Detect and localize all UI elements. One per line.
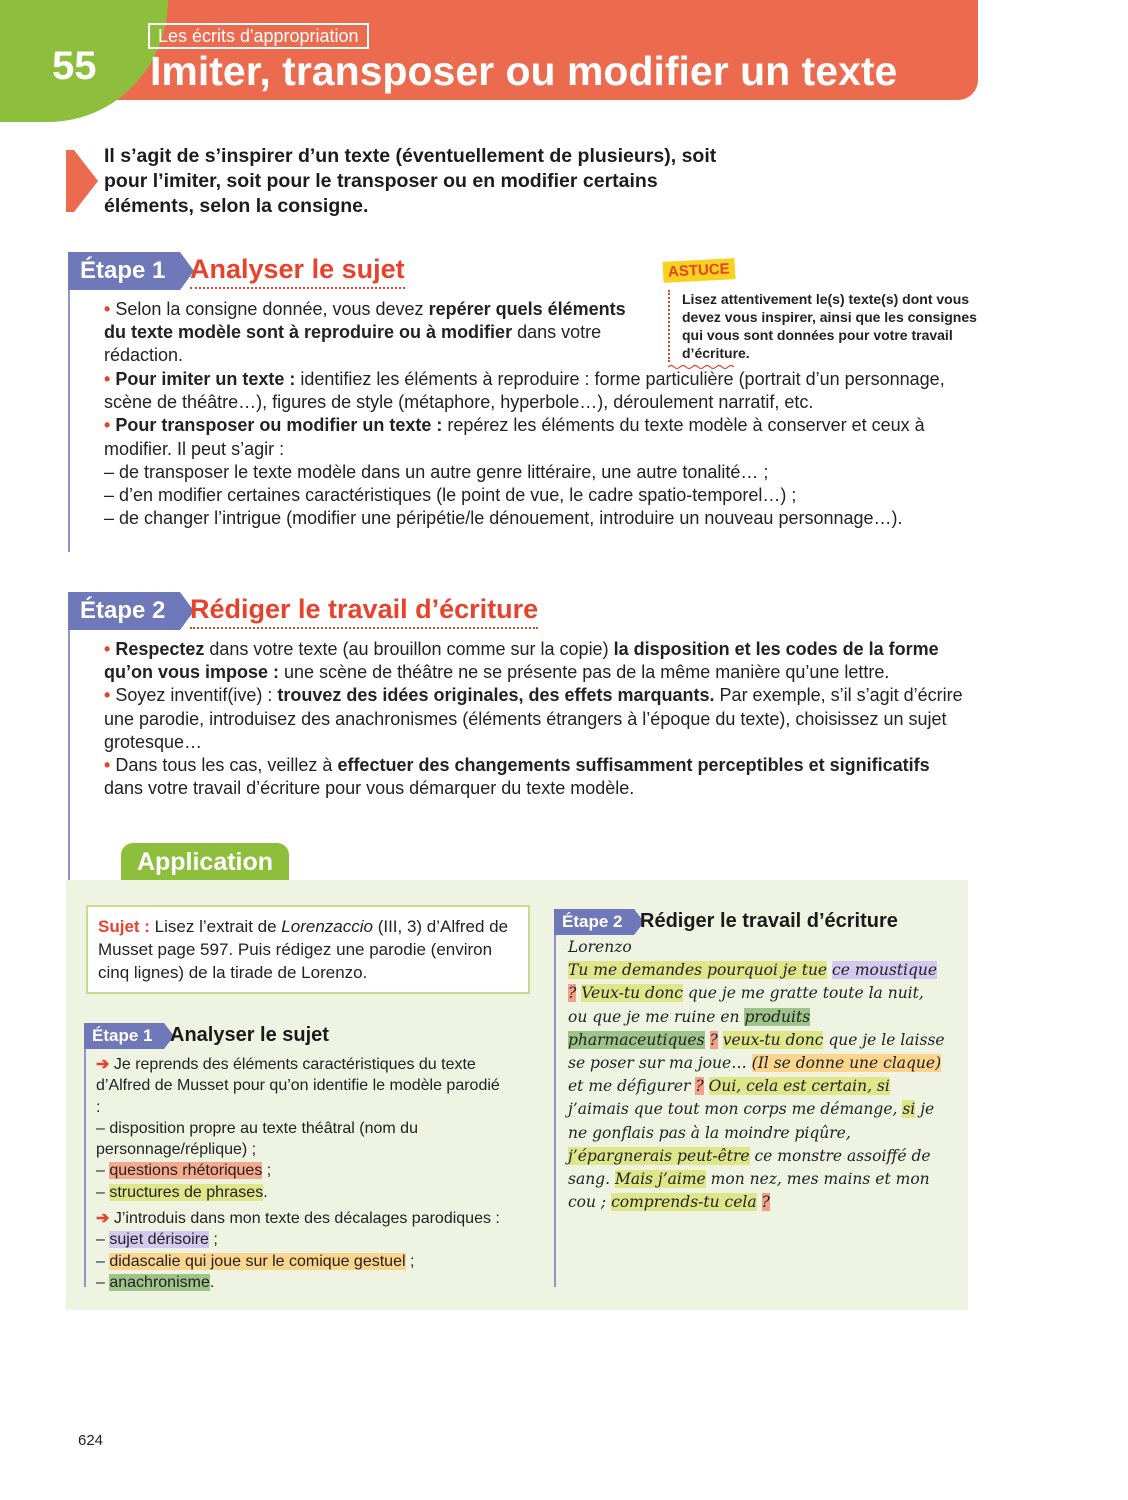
hl-qmark: ? — [709, 1030, 718, 1049]
step2-p1-end: une scène de théâtre ne se présente pas de la même manière qu’une lettre. — [279, 662, 890, 683]
hl-structure: Veux-tu donc — [581, 984, 683, 1003]
semicolon: ; — [208, 1231, 218, 1249]
step2-p3-end: dans votre travail d’écriture pour vous démarquer du texte modèle. — [104, 778, 635, 799]
sujet-text: Lisez l’extrait de — [149, 917, 282, 936]
dash: – — [96, 1162, 110, 1180]
step1-p2-bold: Pour imiter un texte : — [115, 369, 296, 389]
hl-structure: Mais j’aime — [614, 1170, 706, 1189]
sujet-work: Lorenzaccio — [281, 917, 373, 936]
parody-text-part: ce monstre assoiffé de sang. — [568, 1146, 931, 1189]
hl-structure: j’épargnerais peut-être — [568, 1146, 750, 1165]
dash: – — [96, 1183, 110, 1201]
hl-questions-rhetoriques: questions rhétoriques — [109, 1162, 263, 1180]
step1-item: – de transposer le texte modèle dans un autre genre littéraire, une autre tonalité… ; — [104, 461, 769, 482]
step2-label: Étape 2 — [68, 592, 180, 630]
step2-p3-bold: effectuer des changements suffisamment perceptibles et significatifs — [337, 755, 930, 776]
bullet: • — [104, 299, 111, 319]
bullet: • — [104, 415, 111, 436]
hl-structure: veux-tu donc — [722, 1030, 824, 1049]
application-tab: Application — [121, 843, 289, 881]
astuce-text: Lisez attentivement le(s) texte(s) dont vous devez vous inspirer, ainsi que les consignes qui vous sont données pour votre travail d’écriture. — [668, 290, 992, 362]
step2-p3-text: Dans tous les cas, veillez à — [115, 755, 338, 776]
step1-p2-text: identifiez les éléments à reproduire : forme particulière (portrait d’un personnage, scène de théâtre…), figures de style (métaphore, hyperbole…), déroulement narratif, etc. — [104, 369, 945, 413]
step2-title: Rédiger le travail d’écriture — [190, 594, 538, 629]
speaker-name: Lorenzo — [568, 938, 632, 956]
app-step2-title: Rédiger le travail d’écriture — [640, 910, 898, 932]
page-title: Imiter, transposer ou modifier un texte — [150, 48, 898, 94]
app-step2-vline — [554, 935, 556, 1287]
hl-qmark: ? — [568, 984, 577, 1003]
space — [757, 1193, 762, 1211]
step2-p2-text: Soyez inventif(ive) : — [115, 685, 278, 706]
arrow-icon: ➔ — [96, 1210, 110, 1228]
section-kicker: Les écrits d'appropriation — [148, 23, 369, 49]
app-step1-title: Analyser le sujet — [170, 1024, 329, 1046]
hl-subject: ce moustique — [832, 961, 938, 980]
intro-text: Il s’agit de s’inspirer d’un texte (éventuellement de plusieurs), soit pour l’imiter, soit pour le transposer ou en modifier certains éléments, selon la consigne. — [104, 145, 717, 217]
hl-sujet-derisoire: sujet dérisoire — [109, 1231, 209, 1249]
step1-p3-text: repérez les éléments du texte modèle à conserver et ceux à modifier. Il peut s’agir : — [104, 415, 925, 459]
space — [705, 1031, 710, 1049]
app-step1-line: – disposition propre au texte théâtral (nom du personnage/réplique) ; — [96, 1119, 418, 1159]
step1-item: – d’en modifier certaines caractéristiques (le point de vue, le cadre spatio-temporel…) ; — [104, 485, 797, 506]
step2-body — [104, 638, 972, 800]
app-step2-label: Étape 2 — [554, 909, 634, 935]
hl-structure: si — [902, 1100, 916, 1119]
parody-text — [568, 936, 948, 1214]
arrow-icon: ➔ — [96, 1056, 110, 1073]
app-step1-vline — [84, 1049, 86, 1287]
step2-p1-text: dans votre texte (au brouillon comme sur la copie) — [204, 639, 614, 659]
step1-label: Étape 1 — [68, 252, 180, 290]
hl-structure: Oui, cela est certain, si — [708, 1077, 890, 1096]
app-step1-para2: J’introduis dans mon texte des décalages parodiques : — [109, 1210, 500, 1228]
step1-p1-text: Selon la consigne donnée, vous devez — [115, 299, 429, 319]
step2-p1-bold2: la disposition et les codes de la forme qu’on vous impose : — [104, 639, 939, 683]
period: . — [209, 1273, 215, 1291]
step2-p2-end: Par exemple, s’il s’agit d’écrire une parodie, introduisez des anachronismes (éléments étrangers à l’époque du texte), choisissez un sujet grotesque… — [104, 685, 963, 752]
chapter-number: 55 — [52, 44, 97, 88]
parody-text-part: que je me gratte toute la nuit, ou que je me ruine en — [568, 984, 924, 1026]
dash: – — [96, 1252, 110, 1270]
hl-structures-phrases: structures de phrases — [109, 1183, 264, 1201]
step1-rest — [104, 368, 972, 530]
space — [704, 1077, 709, 1095]
dash: – — [96, 1231, 110, 1249]
app-step1-label: Étape 1 — [84, 1023, 164, 1049]
parody-text-part: j’aimais que tout mon corps me démange, — [568, 1100, 903, 1119]
step1-p1-end: dans votre rédaction. — [104, 322, 602, 366]
hl-didascalie: didascalie qui joue sur le comique gestuel — [109, 1252, 406, 1270]
step1-p1-bold: repérer quels éléments du texte modèle sont à reproduire ou à modifier — [104, 299, 626, 343]
hl-question: Tu me demandes pourquoi je tue — [568, 961, 828, 980]
hl-question: comprends-tu cela — [611, 1193, 757, 1212]
bullet: • — [104, 755, 111, 776]
parody-text-part: mon nez, mes mains et mon cou ; — [568, 1170, 930, 1212]
parody-text-part: je ne gonflais pas à la moindre piqûre, — [568, 1100, 935, 1142]
bullet: • — [104, 369, 111, 389]
app-step1-body — [96, 1054, 504, 1293]
semicolon: ; — [405, 1252, 415, 1270]
step1-item: – de changer l’intrigue (modifier une péripétie/le dénouement, introduire un nouveau personnage…). — [104, 508, 903, 529]
dash: – — [96, 1273, 110, 1291]
step2-p2-bold: trouvez des idées originales, des effets marquants. — [277, 685, 715, 706]
period: . — [263, 1183, 268, 1201]
step2-p1-bold: Respectez — [115, 639, 205, 659]
bullet: • — [104, 639, 111, 659]
step1-p3-bold: Pour transposer ou modifier un texte : — [115, 415, 443, 436]
intro-marker-arrow — [74, 150, 98, 212]
intro-marker-bar — [66, 150, 74, 212]
hl-qmark: ? — [695, 1077, 704, 1096]
step1-vline — [68, 290, 70, 552]
hl-anachronism: produits pharmaceutiques — [568, 1007, 811, 1049]
parody-text-part: que je le laisse se poser sur ma joue… — [568, 1030, 945, 1073]
app-step1-para1: Je reprends des éléments caractéristiques du texte d’Alfred de Musset pour qu’on identifie le modèle parodié : — [96, 1056, 500, 1116]
sujet-box — [86, 905, 530, 994]
parody-text-part: et me défigurer — [568, 1077, 696, 1096]
hl-anachronisme: anachronisme — [109, 1273, 210, 1291]
sujet-text-end: (III, 3) d’Alfred de Musset page 597. Puis rédigez une parodie (environ cinq lignes) de la tirade de Lorenzo. — [98, 917, 509, 982]
step1-p1 — [104, 298, 644, 368]
bullet: • — [104, 685, 111, 706]
hl-qmark: ? — [761, 1193, 770, 1212]
sujet-label: Sujet : — [98, 917, 150, 936]
hl-didascalie: (Il se donne une claque) — [751, 1054, 942, 1073]
page-number: 624 — [78, 1432, 104, 1449]
step1-title: Analyser le sujet — [190, 254, 405, 289]
astuce-tag: ASTUCE — [662, 258, 735, 283]
semicolon: ; — [262, 1162, 272, 1180]
